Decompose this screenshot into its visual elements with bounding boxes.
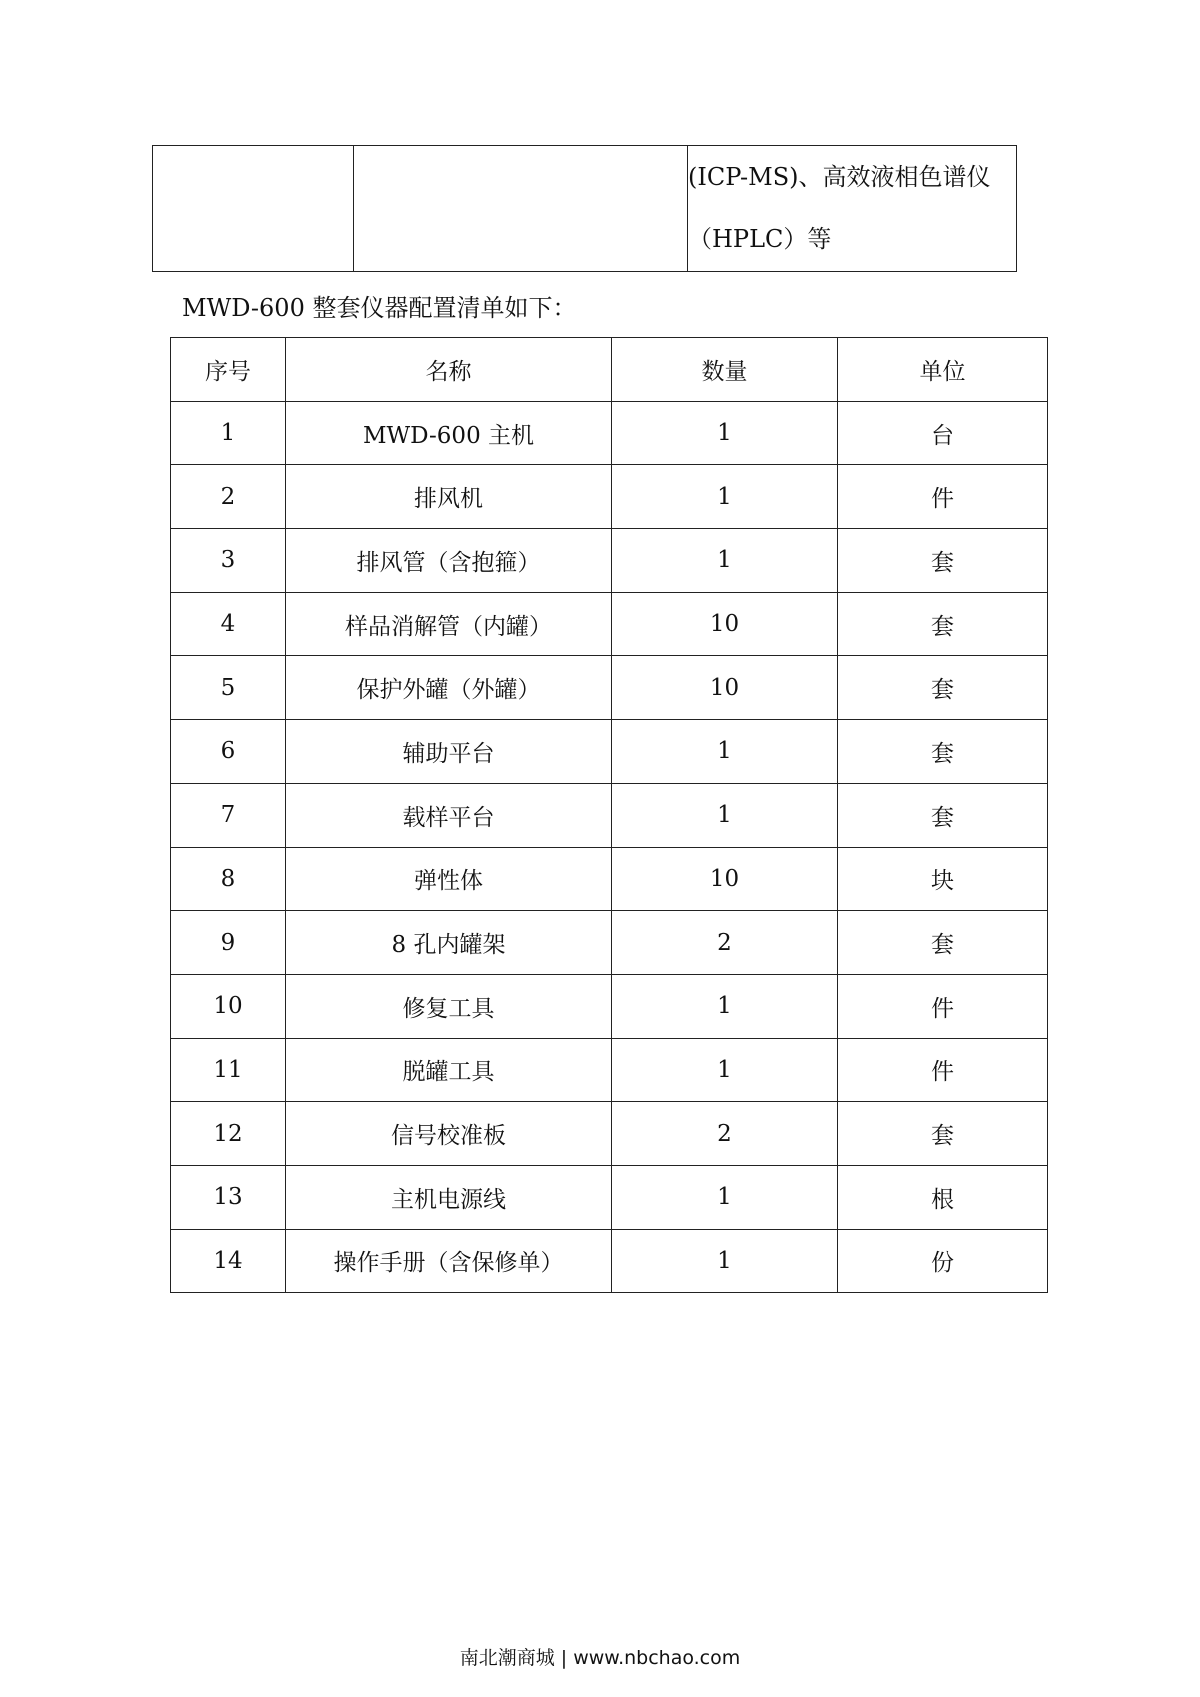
quantity-cell: 1 bbox=[612, 1038, 838, 1102]
quantity-cell: 1 bbox=[612, 1165, 838, 1229]
cell-line: （HPLC）等 bbox=[688, 225, 832, 253]
name-cell: 排风机 bbox=[286, 465, 612, 529]
quantity-cell: 10 bbox=[612, 847, 838, 911]
unit-cell: 套 bbox=[838, 529, 1048, 593]
index-cell: 6 bbox=[171, 720, 286, 784]
unit-cell: 套 bbox=[838, 911, 1048, 975]
table-row bbox=[171, 656, 1048, 720]
index-cell: 7 bbox=[171, 783, 286, 847]
name-cell: 排风管（含抱箍） bbox=[286, 529, 612, 593]
table-row bbox=[171, 783, 1048, 847]
quantity-cell: 1 bbox=[612, 465, 838, 529]
name-cell: 主机电源线 bbox=[286, 1165, 612, 1229]
table-row bbox=[171, 401, 1048, 465]
unit-cell: 套 bbox=[838, 720, 1048, 784]
table-row bbox=[171, 974, 1048, 1038]
index-cell: 1 bbox=[171, 401, 286, 465]
index-cell: 10 bbox=[171, 974, 286, 1038]
name-cell: 信号校准板 bbox=[286, 1102, 612, 1166]
table-row bbox=[171, 911, 1048, 975]
index-cell: 12 bbox=[171, 1102, 286, 1166]
quantity-cell: 2 bbox=[612, 1102, 838, 1166]
table-row bbox=[171, 1102, 1048, 1166]
empty-cell bbox=[354, 146, 688, 272]
name-cell: 操作手册（含保修单） bbox=[286, 1229, 612, 1293]
header-row bbox=[171, 338, 1048, 402]
unit-cell: 套 bbox=[838, 592, 1048, 656]
unit-cell: 套 bbox=[838, 1102, 1048, 1166]
quantity-cell: 1 bbox=[612, 783, 838, 847]
list-caption: MWD-600 整套仪器配置清单如下： bbox=[182, 294, 577, 322]
table-row bbox=[171, 529, 1048, 593]
unit-cell: 件 bbox=[838, 974, 1048, 1038]
header-cell: 序号 bbox=[171, 338, 286, 402]
empty-cell bbox=[153, 146, 354, 272]
quantity-cell: 1 bbox=[612, 529, 838, 593]
unit-cell: 套 bbox=[838, 783, 1048, 847]
quantity-cell: 2 bbox=[612, 911, 838, 975]
unit-cell: 份 bbox=[838, 1229, 1048, 1293]
table-row bbox=[171, 1038, 1048, 1102]
unit-cell: 件 bbox=[838, 465, 1048, 529]
name-cell: 样品消解管（内罐） bbox=[286, 592, 612, 656]
quantity-cell: 1 bbox=[612, 1229, 838, 1293]
table-row bbox=[171, 465, 1048, 529]
index-cell: 2 bbox=[171, 465, 286, 529]
quantity-cell: 10 bbox=[612, 592, 838, 656]
quantity-cell: 1 bbox=[612, 401, 838, 465]
index-cell: 5 bbox=[171, 656, 286, 720]
name-cell: 弹性体 bbox=[286, 847, 612, 911]
unit-cell: 件 bbox=[838, 1038, 1048, 1102]
table-row bbox=[171, 720, 1048, 784]
name-cell: MWD-600 主机 bbox=[286, 401, 612, 465]
configuration-table bbox=[170, 337, 1048, 1293]
name-cell: 修复工具 bbox=[286, 974, 612, 1038]
index-cell: 4 bbox=[171, 592, 286, 656]
index-cell: 14 bbox=[171, 1229, 286, 1293]
name-cell: 保护外罐（外罐） bbox=[286, 656, 612, 720]
index-cell: 11 bbox=[171, 1038, 286, 1102]
quantity-cell: 1 bbox=[612, 974, 838, 1038]
index-cell: 8 bbox=[171, 847, 286, 911]
continued-table bbox=[152, 145, 1017, 272]
name-cell: 8 孔内罐架 bbox=[286, 911, 612, 975]
unit-cell: 套 bbox=[838, 656, 1048, 720]
unit-cell: 块 bbox=[838, 847, 1048, 911]
table-row bbox=[171, 1165, 1048, 1229]
table-row bbox=[171, 592, 1048, 656]
header-cell: 名称 bbox=[286, 338, 612, 402]
quantity-cell: 10 bbox=[612, 656, 838, 720]
cell-line: (ICP-MS)、高效液相色谱仪 bbox=[688, 163, 991, 191]
unit-cell: 根 bbox=[838, 1165, 1048, 1229]
name-cell: 辅助平台 bbox=[286, 720, 612, 784]
unit-cell: 台 bbox=[838, 401, 1048, 465]
instrument-cell bbox=[688, 146, 1017, 272]
table-row bbox=[171, 1229, 1048, 1293]
quantity-cell: 1 bbox=[612, 720, 838, 784]
index-cell: 13 bbox=[171, 1165, 286, 1229]
index-cell: 9 bbox=[171, 911, 286, 975]
name-cell: 脱罐工具 bbox=[286, 1038, 612, 1102]
header-cell: 数量 bbox=[612, 338, 838, 402]
footer-watermark: 南北潮商城 | www.nbchao.com bbox=[459, 1647, 741, 1669]
name-cell: 载样平台 bbox=[286, 783, 612, 847]
table-row bbox=[171, 847, 1048, 911]
index-cell: 3 bbox=[171, 529, 286, 593]
header-cell: 单位 bbox=[838, 338, 1048, 402]
